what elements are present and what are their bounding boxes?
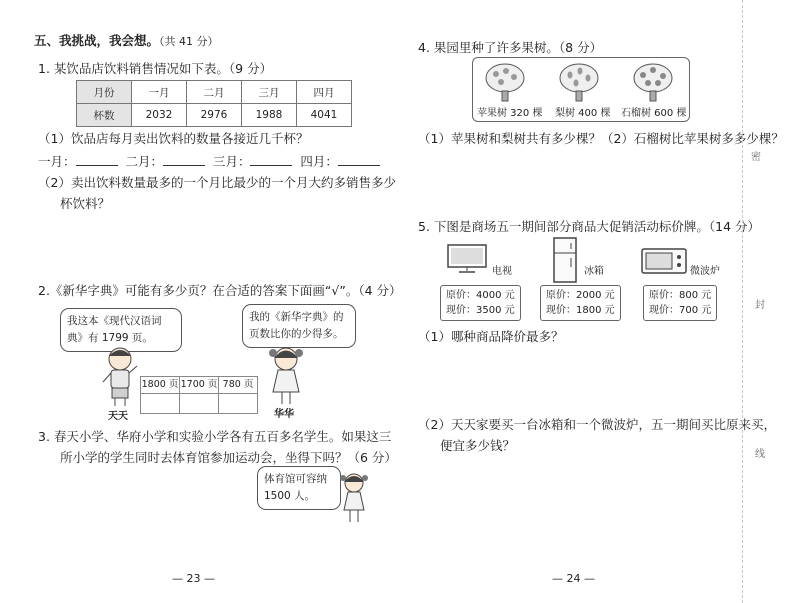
q1-sub2-cont: 杯饮料？	[60, 196, 111, 211]
answer-blank[interactable]	[338, 153, 380, 166]
current-price: 现价：1800 元	[546, 305, 615, 316]
original-price: 原价：2000 元	[546, 290, 615, 301]
table-cell: 2032	[132, 104, 187, 127]
answer-cell[interactable]	[141, 393, 180, 413]
q2-title: 2.《新华字典》可能有多少页？在合适的答案下面画“√”。（4 分）	[38, 283, 402, 298]
table-cell: 三月	[242, 81, 297, 104]
q3-line2: 所小学的学生同时去体育馆参加运动会，坐得下吗？（6 分）	[60, 450, 397, 465]
option-1800[interactable]: 1800 页	[141, 377, 180, 393]
answer-cell[interactable]	[180, 393, 219, 413]
sales-table	[76, 80, 352, 127]
q1-sub1: （1）饮品店每月卖出饮料的数量各接近几千杯？	[38, 131, 309, 146]
q4-question: （1）苹果树和梨树共有多少棵？（2）石榴树比苹果树多多少棵？	[418, 131, 784, 146]
microwave-icon	[640, 247, 688, 277]
original-price: 原价：800 元	[649, 290, 712, 301]
gutter-char: 密	[751, 152, 761, 163]
price-tag-microwave	[643, 285, 717, 321]
girl-figure-icon	[266, 346, 306, 406]
current-price: 现价：700 元	[649, 305, 712, 316]
pear-tree-label: 梨树 400 棵	[555, 108, 611, 119]
table-cell: 四月	[297, 81, 352, 104]
q5-sub1: （1）哪种商品降价最多？	[418, 329, 564, 344]
q5-title: 5. 下图是商场五一期间部分商品大促销活动标价牌。（14 分）	[418, 219, 761, 234]
table-cell: 二月	[187, 81, 242, 104]
section-title: 五、我挑战，我会想。（共 41 分）	[34, 33, 219, 48]
pomegranate-tree-label: 石榴树 600 棵	[621, 108, 687, 119]
answer-blank[interactable]	[250, 153, 292, 166]
answer-blank[interactable]	[163, 153, 205, 166]
q3-line1: 3. 春天小学、华府小学和实验小学各有五百多名学生。如果这三	[38, 429, 392, 444]
table-row	[77, 81, 352, 104]
checkmark-answer-row	[140, 393, 258, 414]
microwave-label: 微波炉	[690, 266, 720, 277]
table-cell: 一月	[132, 81, 187, 104]
apple-tree-label: 苹果树 320 棵	[477, 108, 543, 119]
table-cell: 2976	[187, 104, 242, 127]
gutter-char: 封	[755, 300, 765, 311]
option-780[interactable]: 780 页	[222, 379, 254, 390]
option-1700[interactable]: 1700 页	[180, 377, 219, 393]
speech-bubble-gym: 体育馆可容纳 1500 人。	[257, 466, 341, 510]
page-number-left: — 23 —	[172, 572, 215, 585]
speech-bubble-tiantian: 我这本《现代汉语词典》有 1799 页。	[60, 308, 182, 352]
table-cell: 杯数	[77, 104, 132, 127]
pomegranate-tree-icon	[631, 62, 675, 102]
tv-icon	[446, 243, 488, 275]
page-options-table	[140, 376, 258, 394]
fridge-icon	[552, 237, 578, 283]
girl-figure-icon	[338, 472, 370, 524]
q5-sub2: （2）天天家要买一台冰箱和一个微波炉，五一期间买比原来买，	[418, 417, 776, 432]
q1-title: 1. 某饮品店饮料销售情况如下表。（9 分）	[38, 61, 273, 76]
name-huahua: 华华	[274, 409, 294, 420]
price-tag-fridge	[540, 285, 621, 321]
page-number-right: — 24 —	[552, 572, 595, 585]
table-cell: 1988	[242, 104, 297, 127]
speech-bubble-huahua: 我的《新华字典》的页数比你的少得多。	[242, 304, 356, 348]
apple-tree-icon	[483, 62, 527, 102]
fridge-label: 冰箱	[584, 266, 604, 277]
q1-sub2: （2）卖出饮料数量最多的一个月比最少的一个月大约多销售多少	[38, 175, 396, 190]
boy-figure-icon	[100, 346, 140, 408]
tv-label: 电视	[492, 266, 512, 277]
binding-gutter	[742, 0, 800, 603]
q5-sub2-cont: 便宜多少钱？	[440, 438, 516, 453]
q1-month-blanks: 一月： 二月： 三月： 四月：	[38, 152, 380, 170]
q4-title: 4. 果园里种了许多果树。（8 分）	[418, 40, 603, 55]
answer-cell[interactable]	[219, 393, 257, 413]
orchard-picture	[472, 57, 690, 122]
name-tiantian: 天天	[108, 411, 128, 422]
table-cell: 4041	[297, 104, 352, 127]
price-tag-tv	[440, 285, 521, 321]
gutter-char: 线	[755, 449, 765, 460]
table-cell: 月份	[77, 81, 132, 104]
answer-blank[interactable]	[76, 153, 118, 166]
original-price: 原价：4000 元	[446, 290, 515, 301]
table-row	[77, 104, 352, 127]
pear-tree-icon	[557, 62, 601, 102]
current-price: 现价：3500 元	[446, 305, 515, 316]
